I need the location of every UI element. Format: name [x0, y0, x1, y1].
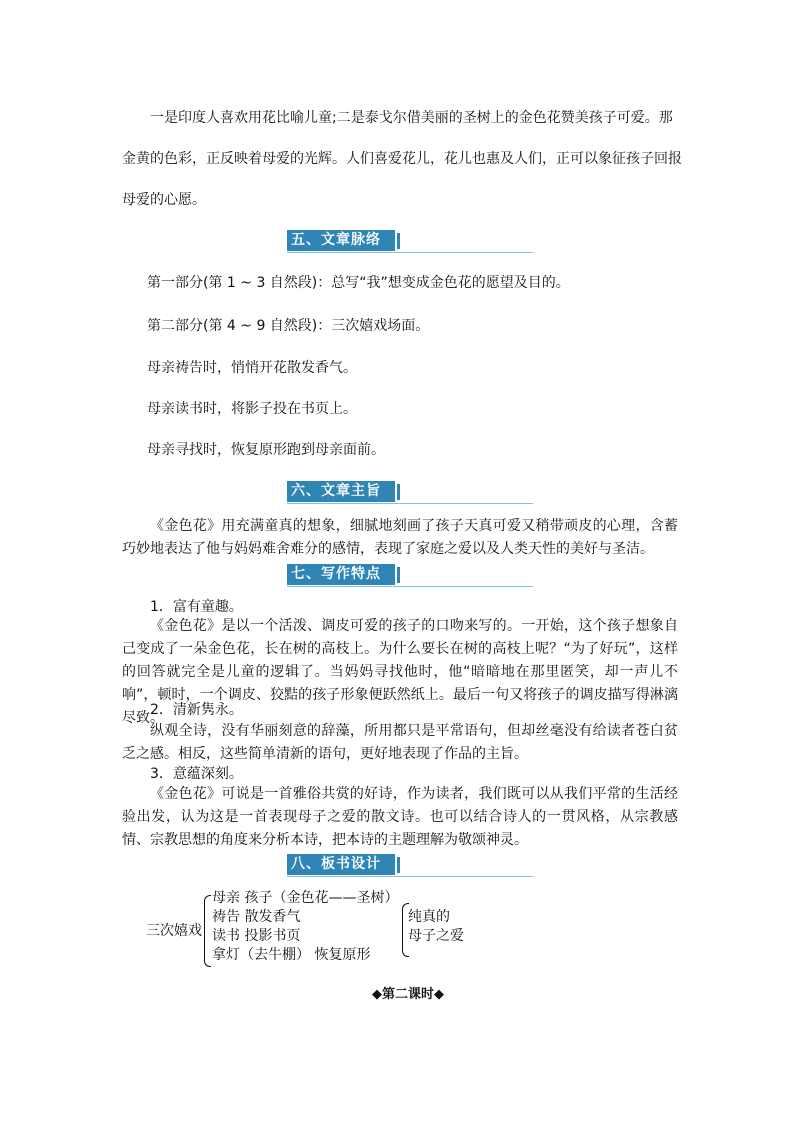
feature-point-2: 2．清新隽永。 — [150, 702, 243, 718]
feature-point-3: 3．意蕴深刻。 — [150, 766, 243, 782]
left-brace — [204, 895, 211, 967]
structure-scene-1: 母亲祷告时，悄悄开花散发香气。 — [147, 360, 357, 376]
structure-scene-3: 母亲寻找时，恢复原形跑到母亲面前。 — [147, 442, 385, 458]
section-heading-structure — [287, 230, 533, 253]
feature-text-3: 《金色花》可说是一首雅俗共赏的好诗，作为读者，我们既可以从我们平常的生活经验出发，认为这是一首表现母子之爱的散文诗。也可以结合诗人的一贯风格，从宗教感情、宗教思想的角度来分析本诗，把本诗的主题理解为敬颂神灵。 — [122, 786, 678, 848]
heading-bar — [397, 857, 400, 873]
feature-text-1: 《金色花》是以一个活泼、调皮可爱的孩子的口吻来写的。一开始，这个孩子想象自己变成了一朵金色花，长在树的高枝上。为什么要长在树的高枝上呢？“为了好玩”，这样的回答就完全是儿童的逻辑了。当妈妈寻找他时，他“暗暗地在那里匿笑，却一声儿不响”，顿时，一个调皮、狡黠的孩子形象便跃然纸上。最后一句又将孩子的调皮描写得淋漓尽致。 — [122, 618, 678, 726]
lesson-marker: ◆第二课时◆ — [372, 987, 444, 1002]
section-title: 六、文章主旨 — [287, 481, 395, 502]
heading-bar — [397, 484, 400, 500]
board-row: 祷告 散发香气 — [212, 909, 301, 925]
theme-paragraph: 《金色花》用充满童真的想象，细腻地刻画了孩子天真可爱又稍带顽皮的心理，含蓄巧妙地表达了他与妈妈难舍难分的感情，表现了家庭之爱以及人类天性的美好与圣洁。 — [122, 518, 678, 557]
board-conclusion-line-1: 纯真的 — [408, 909, 450, 925]
structure-part-1: 第一部分(第 1 ~ 3 自然段)：总写“我”想变成金色花的愿望及目的。 — [147, 275, 570, 291]
board-row: 拿灯（去牛棚） 恢复原形 — [212, 947, 371, 963]
section-heading-board — [287, 854, 533, 877]
section-title: 七、写作特点 — [287, 564, 395, 585]
feature-point-1: 1．富有童趣。 — [150, 599, 243, 615]
board-rows — [212, 889, 398, 965]
heading-bar — [397, 567, 400, 583]
section-heading-features — [287, 564, 533, 587]
board-conclusion — [408, 908, 464, 946]
structure-part-2: 第二部分(第 4 ~ 9 自然段)：三次嬉戏场面。 — [147, 318, 430, 334]
intro-line-3: 母爱的心愿。 — [122, 192, 206, 208]
intro-paragraph: 一是印度人喜欢用花比喻儿童;二是泰戈尔借美丽的圣树上的金色花赞美孩子可爱。那 — [150, 110, 673, 126]
board-label: 三次嬉戏 — [146, 923, 202, 939]
section-title: 八、板书设计 — [287, 854, 395, 875]
section-title: 五、文章脉络 — [287, 230, 395, 251]
board-conclusion-line-2: 母子之爱 — [408, 928, 464, 944]
section-heading-theme — [287, 481, 533, 504]
structure-scene-2: 母亲读书时，将影子投在书页上。 — [147, 401, 357, 417]
heading-bar — [397, 233, 400, 249]
board-row: 母亲 孩子（金色花——圣树） — [212, 890, 399, 906]
feature-text-2: 纵观全诗，没有华丽刻意的辞藻，所用都只是平常语句，但却丝毫没有给读者苍白贫乏之感。相反，这些简单清新的语句，更好地表现了作品的主旨。 — [122, 723, 678, 762]
intro-line-2: 金黄的色彩，正反映着母爱的光辉。人们喜爱花儿，花儿也惠及人们，正可以象征孩子回报 — [122, 151, 682, 167]
board-row: 读书 投影书页 — [212, 928, 301, 944]
